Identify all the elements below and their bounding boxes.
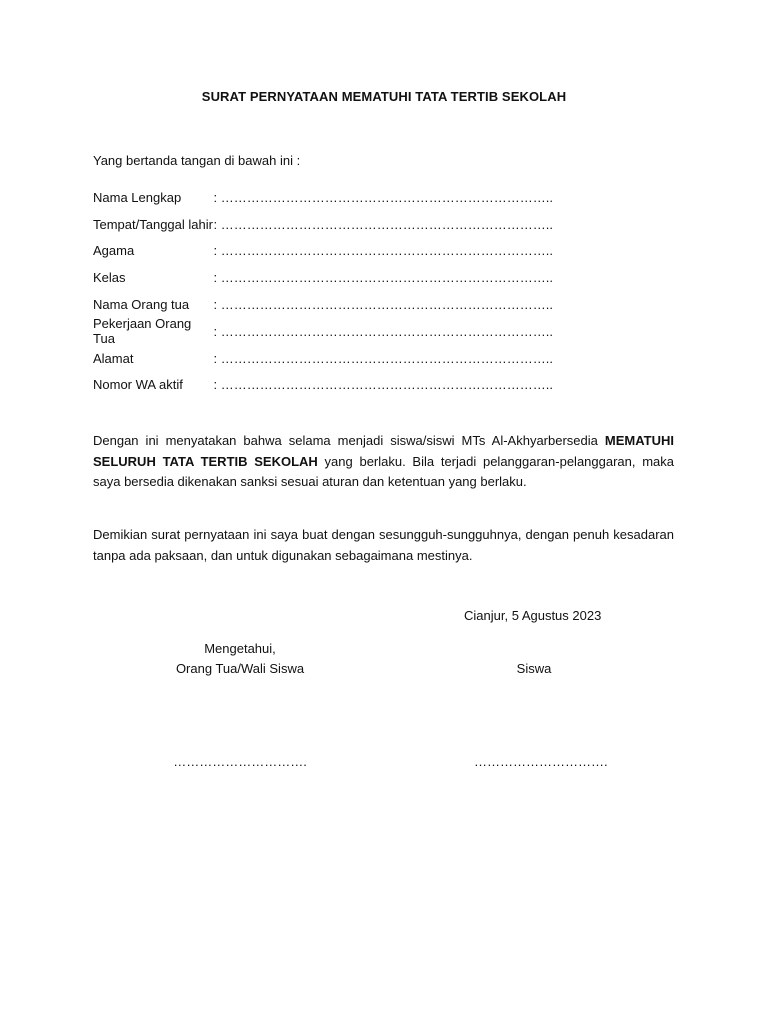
field-label: Agama — [93, 243, 135, 259]
statement-text-end: yang berlaku. Bila terjadi pelanggaran-pelanggaran, maka saya bersedia dikenakan sanksi sesuai aturan dan ketentuan yang berlaku. — [93, 453, 675, 489]
field-row — [93, 372, 553, 399]
field-label: Nama Orang tua — [93, 297, 190, 313]
field-label: Nomor WA aktif — [93, 377, 183, 393]
field-row — [93, 291, 553, 318]
field-label: Kelas — [93, 270, 126, 286]
field-label: Pekerjaan Orang Tua — [93, 316, 192, 347]
parent-signature-line: …………………………. — [173, 754, 307, 769]
document-title: SURAT PERNYATAAN MEMATUHI TATA TERTIB SEKOLAH — [201, 89, 567, 104]
student-signature-block — [474, 659, 594, 679]
field-value: : ………………………………………………………………….. — [213, 350, 553, 366]
field-value: : ………………………………………………………………….. — [213, 216, 553, 232]
field-label: Alamat — [93, 350, 134, 366]
statement-paragraph — [93, 431, 674, 493]
field-value: : ………………………………………………………………….. — [213, 377, 553, 393]
statement-emphasis: MEMATUHI SELURUH TATA TERTIB SEKOLAH — [93, 433, 674, 469]
statement-text-start: Dengan ini menyatakan bahwa selama menjadi siswa/siswi MTs Al-Akhyarbersedia — [93, 433, 605, 448]
student-signature-line: …………………………. — [474, 754, 608, 769]
field-row — [93, 184, 553, 211]
field-label: Nama Lengkap — [93, 189, 182, 205]
intro-text: Yang bertanda tangan di bawah ini : — [93, 153, 301, 168]
field-value: : ………………………………………………………………….. — [213, 270, 553, 286]
acknowledged-label: Mengetahui, — [204, 641, 276, 656]
field-row — [93, 211, 553, 238]
closing-paragraph: Demikian surat pernyataan ini saya buat dengan sesungguh-sungguhnya, dengan penuh kesadaran tanpa ada paksaan, dan untuk digunakan sebagaimana mestinya. — [93, 527, 674, 563]
field-value: : ………………………………………………………………….. — [213, 243, 553, 259]
field-row — [93, 345, 553, 372]
field-value: : ………………………………………………………………….. — [213, 323, 553, 339]
field-value: : ………………………………………………………………….. — [213, 297, 553, 313]
parent-label: Orang Tua/Wali Siswa — [175, 661, 305, 676]
place-date: Cianjur, 5 Agustus 2023 — [464, 608, 602, 623]
field-row — [93, 264, 553, 291]
field-value: : ………………………………………………………………….. — [213, 189, 553, 205]
parent-signature-block — [150, 639, 330, 679]
student-label: Siswa — [516, 661, 552, 676]
field-row — [93, 318, 553, 345]
identity-fields — [93, 184, 553, 398]
field-label: Tempat/Tanggal lahir — [93, 216, 213, 232]
field-row — [93, 238, 553, 265]
